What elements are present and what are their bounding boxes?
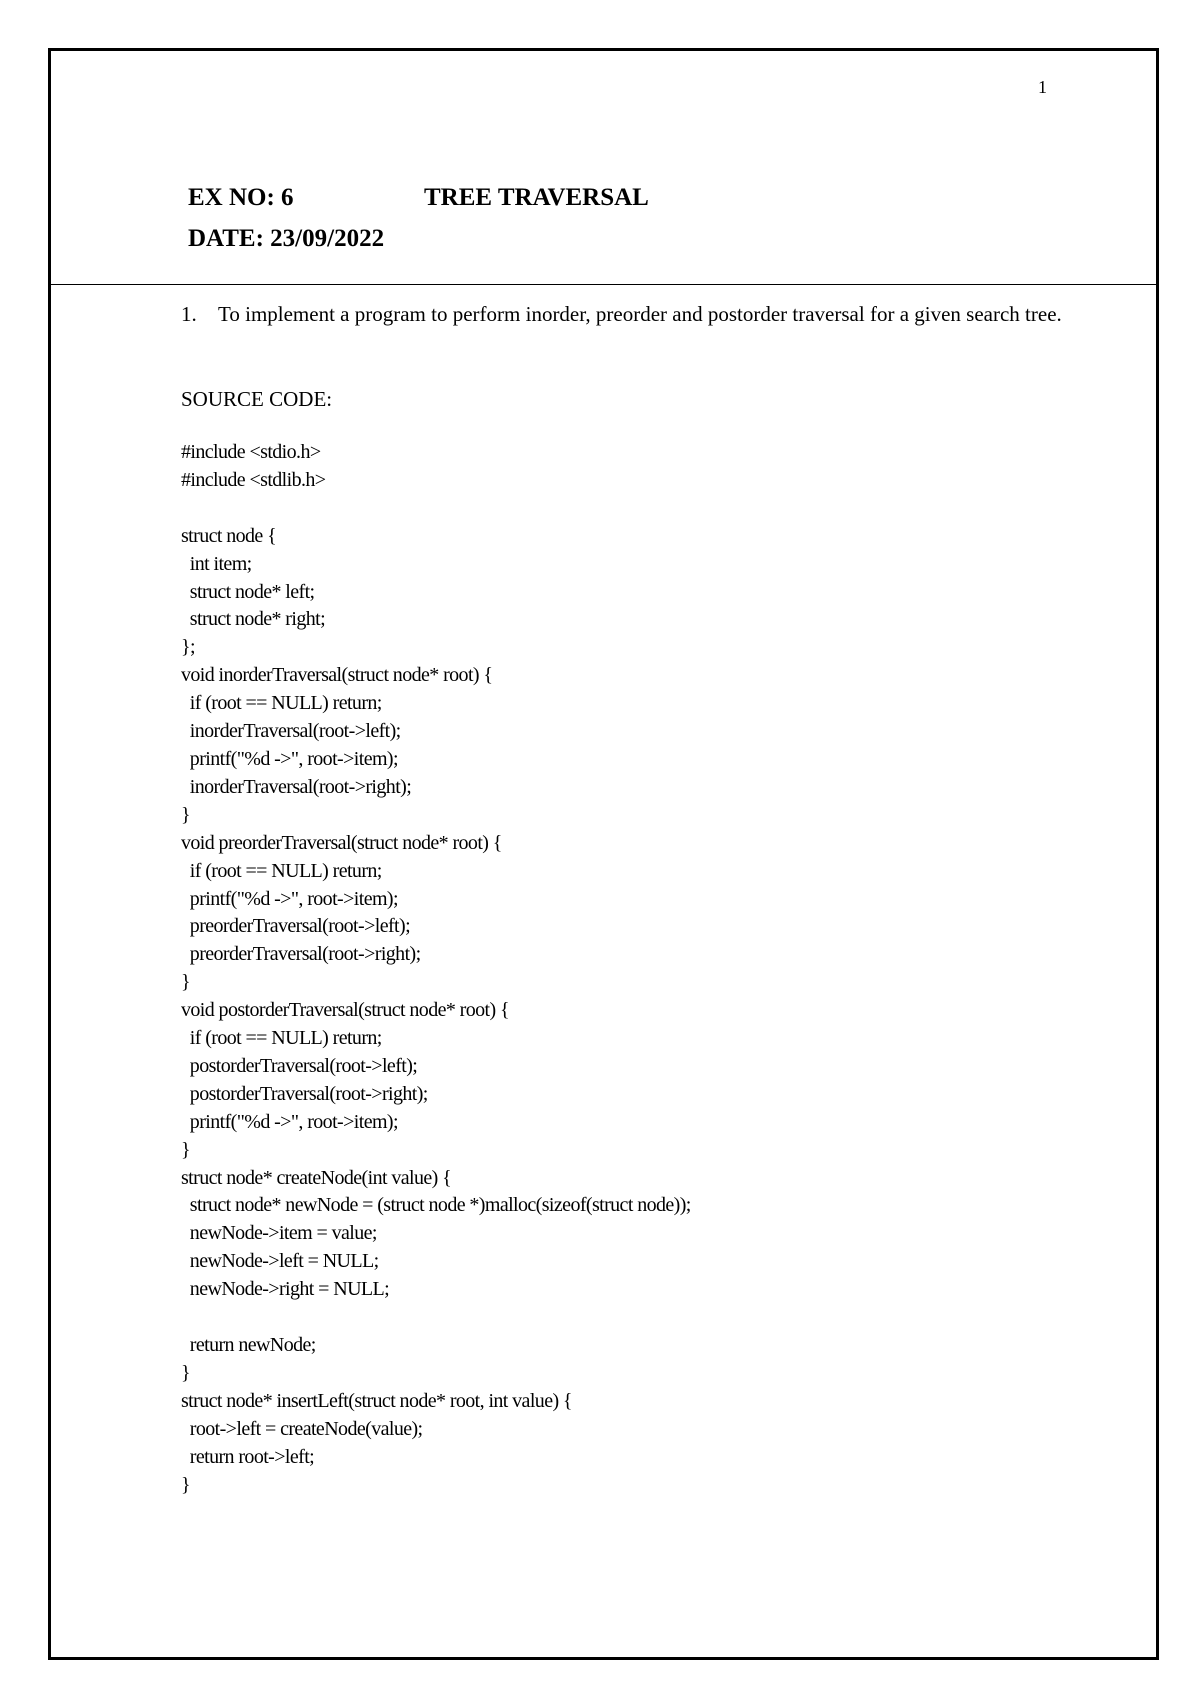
question-text: To implement a program to perform inorder, preorder and postorder traversal for a given search tree. (218, 302, 1062, 326)
exercise-title: TREE TRAVERSAL (424, 184, 649, 211)
exercise-date: DATE: 23/09/2022 (188, 225, 385, 252)
page-number: 1 (1038, 77, 1047, 97)
source-code-block: #include <stdio.h> #include <stdlib.h> struct node { int item; struct node* left; struct node* right; }; void inorderTraversal(struct node* root) { if (root == NULL) return; inorderTraversal(root->left); printf("%d ->", root->item); inorderTraversal(root->right); } void preorderTraversal(struct node* root) { if (root == NULL) return; printf("%d ->", root->item); preorderTraversal(root->left); preorderTraversal(root->right); } void postorderTraversal(struct node* root) { if (root == NULL) return; postorderTraversal(root->left); postorderTraversal(root->right); printf("%d ->", root->item); } struct node* createNode(int value) { struct node* newNode = (struct node *)malloc(sizeof(struct node)); newNode->item = value; newNode->left = NULL; newNode->right = NULL; return newNode; } struct node* insertLeft(struct node* root, int value) { root->left = createNode(value); return root->left; } (181, 441, 691, 1496)
question-number: 1. (181, 302, 197, 326)
exercise-number: EX NO: 6 (188, 184, 294, 211)
header-divider (48, 284, 1159, 285)
source-code-label: SOURCE CODE: (181, 387, 333, 411)
